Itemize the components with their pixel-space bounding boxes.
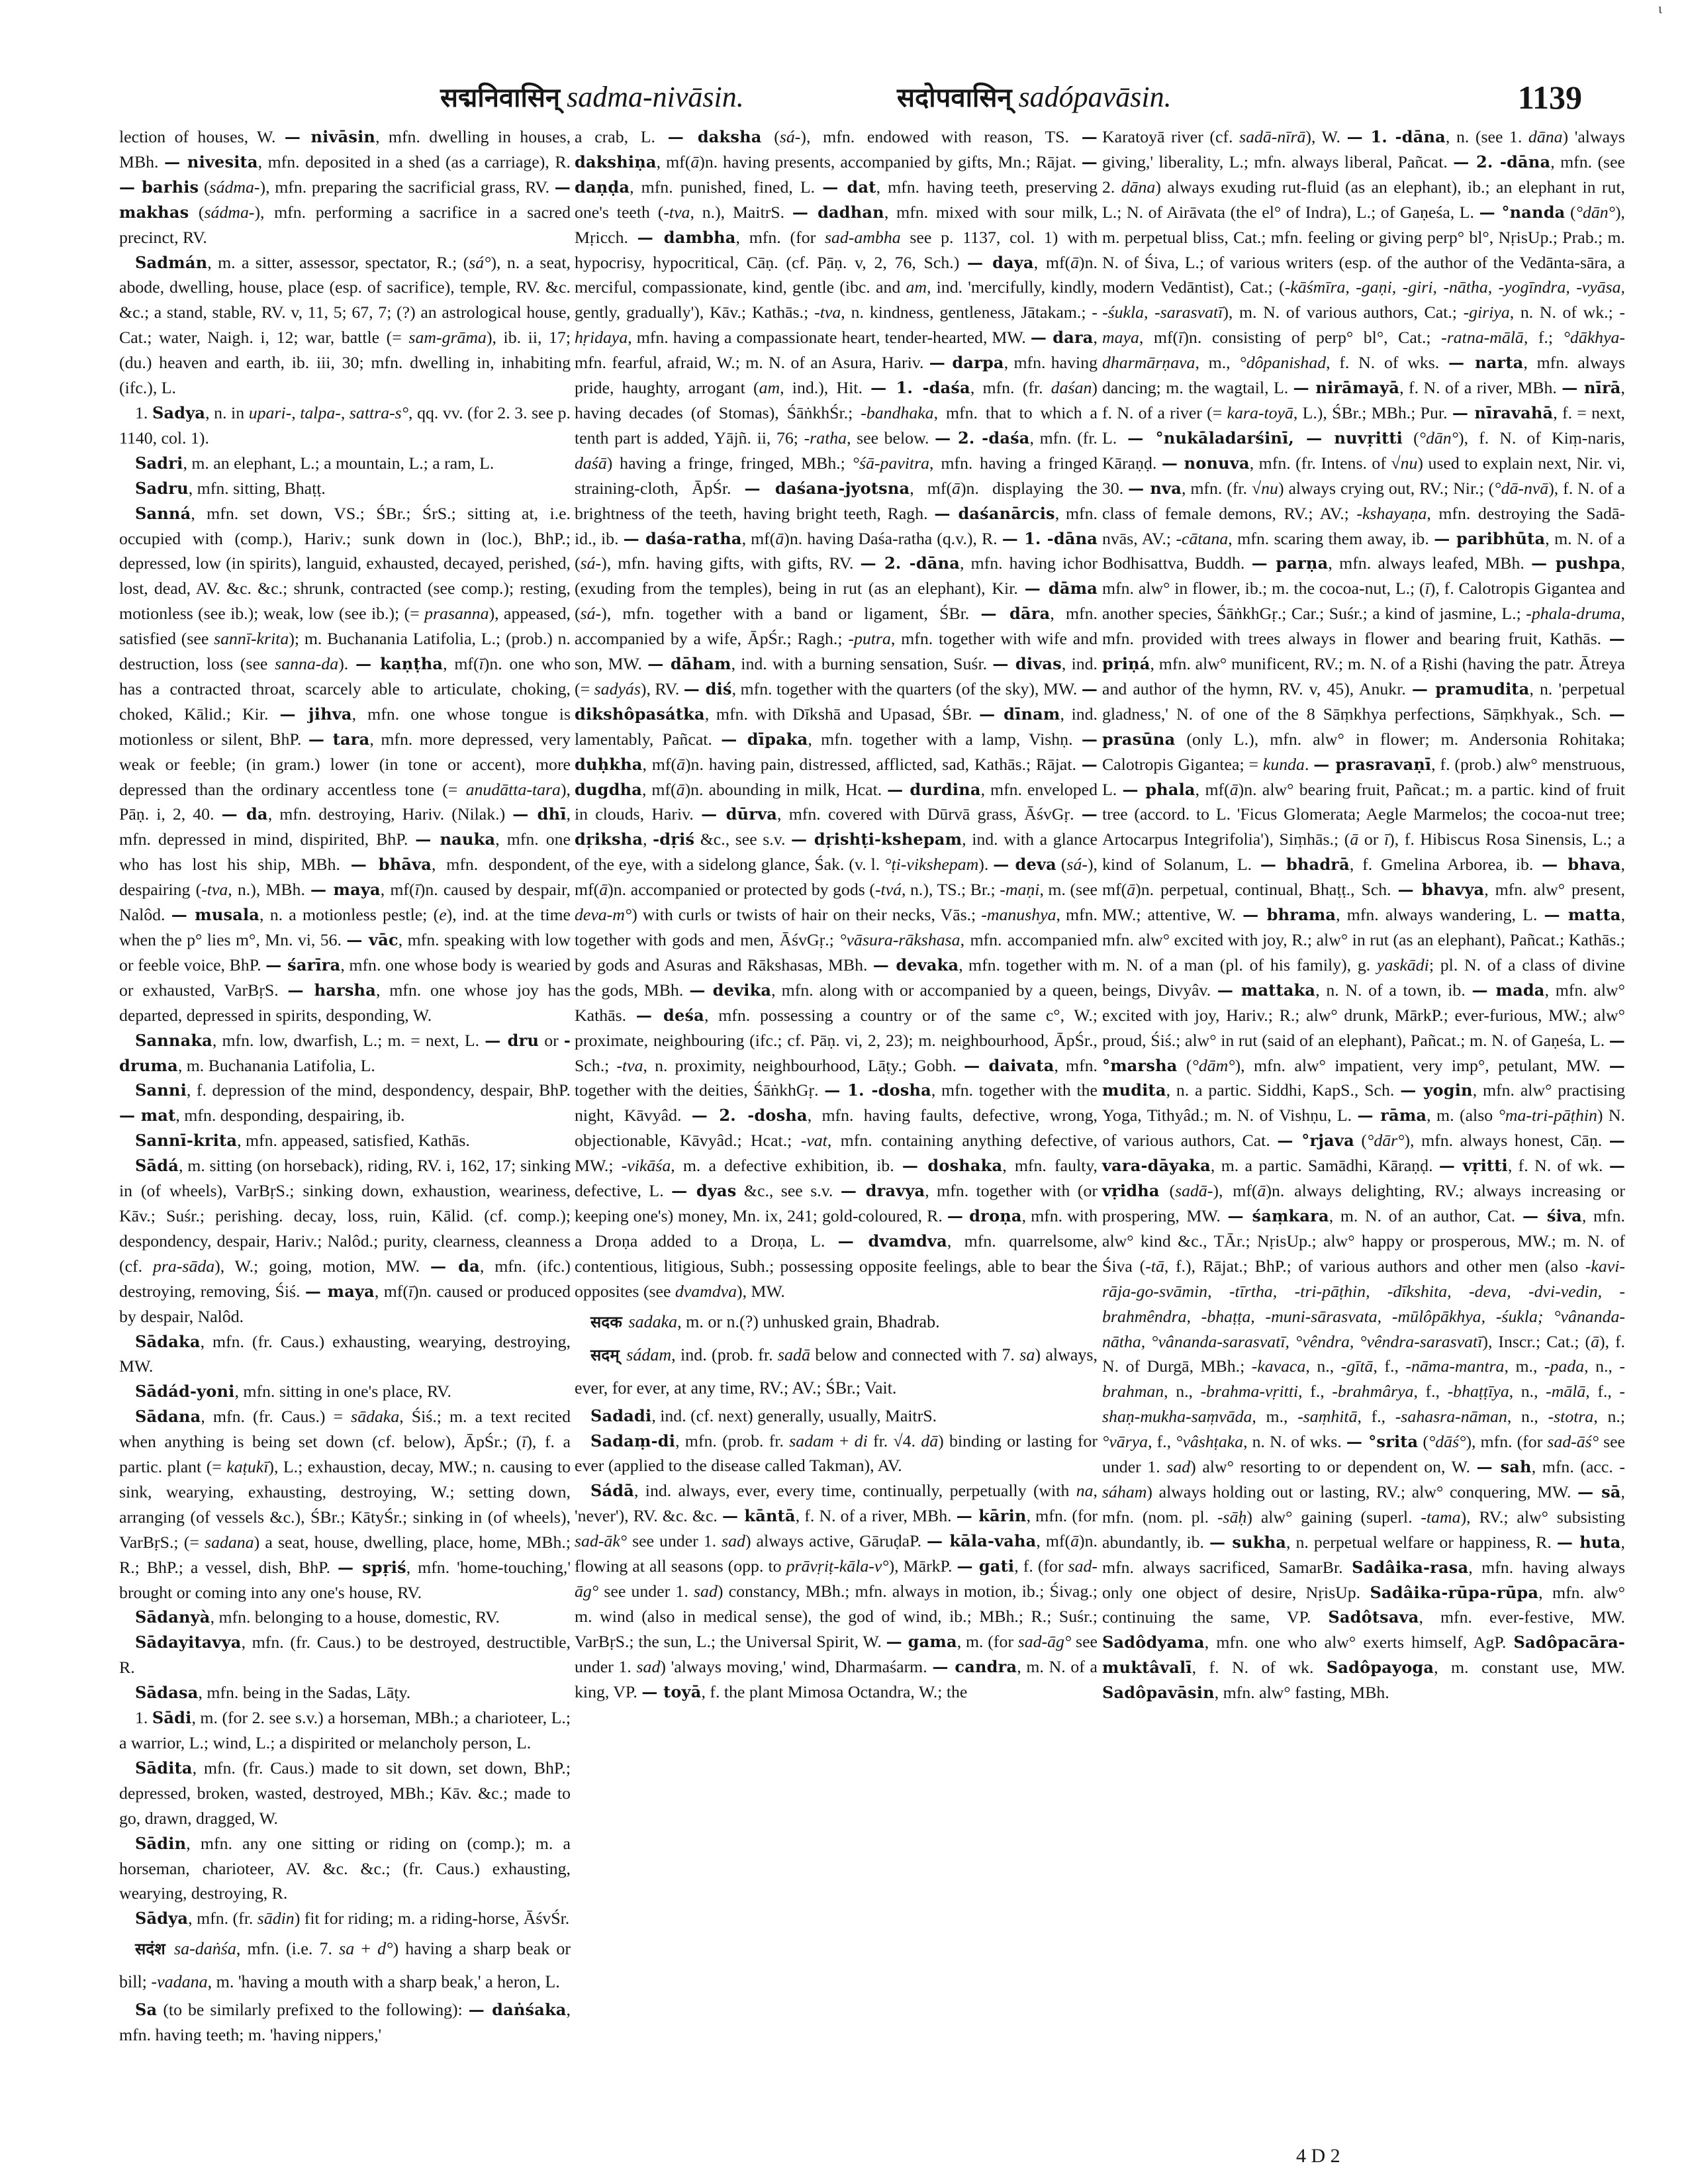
right-head-devanagari: सदोपवासिन् — [897, 83, 1012, 113]
left-head-transliteration: sadma-nivāsin. — [567, 81, 744, 113]
entry-text: Sādana, mfn. (fr. Caus.) = sādaka, Śiś.; m. a text recited when anything is being set down (cf. below), ĀpŚr.; (ī), f. a partic. plant (= kaṭukī), L.; exhaustion, decay, MW.; n. causing to sink, wearying, exhausting, destroying, W.; setting down, arranging (of vessels &c.), ŚBr.; KātyŚr.; sinking in (of wheels), VarBṛS.; (= sadana) a seat, house, dwelling, place, home, MBh.; R.; BhP.; a vessel, dish, BhP. — spṛiś, mfn. 'home-touching,' brought or coming into any one's house, RV. — [119, 1407, 571, 1602]
entry-text: Sādayitavya, mfn. (fr. Caus.) to be destroyed, destructible, R. — [119, 1633, 571, 1678]
entry-text: Sādaka, mfn. (fr. Caus.) exhausting, wearying, destroying, MW. — [119, 1331, 571, 1376]
entry-text: 1. Sadya, n. in upari-, talpa-, sattra-s°, qq. vv. (for 2. 3. see p. 1140, col. 1). — [119, 403, 571, 448]
right-head-transliteration: sadópavāsin. — [1018, 81, 1172, 113]
entry-text: Sādin, mfn. any one sitting or riding on (comp.); m. a horseman, charioteer, AV. &c. &c.; (fr. Caus.) exhausting, wearying, destroying, R. — [119, 1833, 571, 1903]
entry-text: Sādád-yoni, mfn. sitting in one's place, RV. — [135, 1382, 451, 1401]
entry-text: Sādasa, mfn. being in the Sadas, Lāṭy. — [135, 1683, 411, 1703]
entry-text: Sannī-krita, mfn. appeased, satisfied, Kathās. — [135, 1131, 470, 1151]
column-middle — [575, 124, 1098, 1704]
entry-text: Sadadi, ind. (cf. next) generally, usually, MaitrS. — [590, 1405, 937, 1425]
entry-text: सदम् sádam, ind. (prob. fr. sadā below and connected with 7. sa) always, ever, for ever, at any time, RV.; AV.; ŚBr.; Vait. — [575, 1345, 1098, 1398]
signature-mark: 4 D 2 — [1296, 2145, 1340, 2167]
right-running-head — [897, 78, 1172, 115]
entry-text: Sadru, mfn. sitting, Bhaṭṭ. — [135, 478, 326, 498]
column-right — [1102, 124, 1625, 1705]
entry-text: lection of houses, W. — nivāsin, mfn. dwelling in houses, MBh. — nivesita, mfn. deposited in a shed (as a carriage), R. — barhis (sádma-), mfn. preparing the sacrificial grass, RV. — makhas (sádma-), mfn. performing a sacrifice in a sacred precinct, RV. — [119, 127, 571, 247]
entry-text: Karatoyā river (cf. sadā-nīrā), W. — 1. -dāna, n. (see 1. dāna) 'always giving,' liberality, L.; mfn. always liberal, Pañcat. — 2. -dāna, mfn. (see 2. dāna) always exuding rut-fluid (as an elephant), ib.; an elephant in rut, L.; N. of Airāvata (the el° of Indra), L.; of Gaṇeśa, L. — °nanda (°dān°), m. perpetual bliss, Cat.; mfn. feeling or giving perp° bl°, NṛisUp.; Prab.; m. N. of Śiva, L.; of various writers (esp. of the author of the Vedānta-sāra, a modern Vedāntist), Cat.; (-kāśmīra, -gaṇi, -giri, -nātha, -yogīndra, -vyāsa, -śukla, -sarasvatī), m. N. of various authors, Cat.; -giriya, n. N. of wk.; -maya, mf(ī)n. consisting of perp° bl°, Cat.; -ratna-mālā, f.; °dākhya-dharmārṇava, m., °dôpanishad, f. N. of wks. — narta, mfn. always dancing; m. the wagtail, L. — nirāmayā, f. N. of a river, MBh. — nīrā, f. N. of a river (= kara-toyā, L.), ŚBr.; MBh.; Pur. — nīravahā, f. = next, L. — °nukāladarśinī, — nuvṛitti (°dān°), f. N. of Kiṃ-naris, Kāraṇḍ. — nonuva, mfn. (fr. Intens. of √nu) used to explain next, Nir. vi, 30. — nva, mfn. (fr. √nu) always crying out, RV.; Nir.; (°dā-nvā), f. N. of a class of female demons, RV.; AV.; -kshayaṇa, mfn. destroying the Sadā-nvās, AV.; -cātana, mfn. scaring them away, ib. — paribhūta, m. N. of a Bodhisattva, Buddh. — parṇa, mfn. always leafed, MBh. — pushpa, mfn. alw° in flower, ib.; m. the cocoa-nut, L.; (ī), f. Calotropis Gigantea and another species, ŚāṅkhGṛ.; Car.; Suśr.; a kind of jasmine, L.; -phala-druma, mfn. provided with trees always in flower and bearing fruit, Kathās. — priṇá, mfn. alw° munificent, RV.; m. N. of a Ṛishi (having the patr. Ātreya and author of the hymn, RV. v, 45), Anukr. — pramudita, n. 'perpetual gladness,' N. of one of the 8 Sāṃkhya perfections, Sāṃkhyak., Sch. — prasūna (only L.), mfn. alw° in flower; m. Andersonia Rohitaka; Calotropis Gigantea; = kunda. — prasravaṇī, f. (prob.) alw° menstruous, L. — phala, mf(ā)n. alw° bearing fruit, Pañcat.; m. a partic. kind of fruit tree (accord. to L. 'Ficus Glomerata; Aegle Marmelos; the cocoa-nut tree; Artocarpus Integrifolia'), Siṃhās.; (ā or ī), f. Hibiscus Rosa Sinensis, L.; a kind of Solanum, L. — bhadrā, f. Gmelina Arborea, ib. — bhava, mf(ā)n. perpetual, continual, Bhaṭṭ., Sch. — bhavya, mfn. alw° present, MW.; attentive, W. — bhrama, mfn. always wandering, L. — matta, mfn. alw° excited with joy, R.; alw° in rut (as an elephant), Pañcat.; Kathās.; m. N. of a man (pl. of his family), g. yaskādi; pl. N. of a class of divine beings, Divyâv. — mattaka, n. N. of a town, ib. — mada, mfn. alw° excited with joy, Hariv.; R.; alw° drunk, MārkP.; ever-furious, MW.; alw° proud, Śiś.; alw° in rut (said of an elephant), Pañcat.; m. N. of Gaṇeśa, L. — °marsha (°dām°), mfn. alw° impatient, very imp°, petulant, MW. — mudita, n. a partic. Siddhi, KapS., Sch. — yogin, mfn. alw° practising Yoga, Tithyâd.; m. N. of Vishṇu, L. — rāma, m. (also °ma-tri-pāṭhin) N. of various authors, Cat. — °rjava (°dār°), mfn. always honest, Cāṇ. — vara-dāyaka, m. a partic. Samādhi, Kāraṇḍ. — vṛitti, f. N. of wk. — vṛidha (sadā-), mf(ā)n. always delighting, RV.; always increasing or prospering, MW. — śaṃkara, m. N. of an author, Cat. — śiva, mfn. alw° kind &c., TĀr.; NṛisUp.; alw° happy or prosperous, MW.; m. N. of Śiva (-tā, f.), Rājat.; BhP.; of various authors and other men (also -kavi-rāja-go-svāmin, -tīrtha, -tri-pāṭhin, -dīkshita, -deva, -dvi-vedin, -brahmêndra, -bhaṭṭa, -muni-sārasvata, -mūlôpākhya, -śukla; °vânanda-nātha, °vânanda-sarasvatī, °vêndra, °vêndra-sarasvatī), Inscr.; Cat.; (ā), f. N. of Durgā, MBh.; -kavaca, n., -gītā, f., -nāma-mantra, m., -pada, n., -brahman, n., -brahma-vṛitti, f., -brahmârya, f., -bhaṭṭīya, n., -mālā, f., -shaṇ-mukha-saṃvāda, m., -saṃhitā, f., -sahasra-nāman, n., -stotra, n.; °vārya, f., °vâshṭaka, n. N. of wks. — °srita (°dāś°), mfn. (for sad-āś° see under 1. sad) alw° resorting to or dependent on, W. — sah, mfn. (acc. -sáham) always holding out or lasting, RV.; alw° conquering, MW. — sā, mfn. (nom. pl. -sāḥ) alw° gaining (superl. -tama), RV.; alw° subsisting abundantly, ib. — sukha, n. perpetual welfare or happiness, R. — huta, mfn. always sacrificed, SamarBr. Sadâika-rasa, mfn. having always only one object of desire, NṛisUp. Sadâika-rūpa-rūpa, mfn. alw° continuing the same, VP. Sadôtsava, mfn. ever-festive, MW. Sadôdyama, mfn. one who alw° exerts himself, AgP. Sadôpacāra-muktâvalī, f. N. of wk. Sadôpayoga, m. constant use, MW. Sadôpavāsin, mfn. alw° fasting, MBh. — [1102, 127, 1626, 1703]
entry-text: Sadaṃ-di, mfn. (prob. fr. sadam + di fr. √4. dā) binding or lasting for ever (applied to the disease called Takman), AV. — [575, 1431, 1098, 1476]
entry-text: Sādá, m. sitting (on horseback), riding, RV. i, 162, 17; sinking in (of wheels), VarBṛS.; sinking down, exhaustion, weariness, Kāv.; Suśr.; perishing. decay, loss, ruin, Kālid. (cf. comp.); despondency, despair, Hariv.; Nalôd.; purity, clearness, cleanness (cf. pra-sāda), W.; going, motion, MW. — da, mfn. (ifc.) destroying, removing, Śiś. — maya, mf(ī)n. caused or produced by despair, Nalôd. — [119, 1156, 571, 1326]
entry-text: Sa (to be similarly prefixed to the following): — daṅśaka, mfn. having teeth; m. 'having nippers,' — [119, 2000, 571, 2045]
column-left — [119, 124, 571, 2048]
page-number: 1139 — [1517, 79, 1582, 116]
left-running-head — [440, 78, 744, 115]
entry-text: Sadmán, m. a sitter, assessor, spectator, R.; (sá°), n. a seat, abode, dwelling, house, place (esp. of sacrifice), temple, RV. &c. &c.; a stand, stable, RV. v, 11, 5; 67, 7; (?) an astrological house, Cat.; water, Naigh. i, 12; war, battle (= sam-grāma), ib. ii, 17; (du.) heaven and earth, ib. iii, 30; mfn. dwelling in, inhabiting (ifc.), L. — [119, 252, 571, 398]
entry-text: Sádā, ind. always, ever, every time, continually, perpetually (with na, 'never'), RV. &c. &c. — kāntā, f. N. of a river, MBh. — kārin, mfn. (for sad-āk° see under 1. sad) always active, GāruḍaP. — kāla-vaha, mf(ā)n. flowing at all seasons (opp. to prāvṛiṭ-kāla-v°), MārkP. — gati, f. (for sad-āg° see under 1. sad) constancy, MBh.; mfn. always in motion, ib.; Śivag.; m. wind (also in medical sense), the god of wind, ib.; MBh.; R.; Suśr.; VarBṛS.; the sun, L.; the Universal Spirit, W. — gama, m. (for sad-āg° see under 1. sad) 'always moving,' wind, Dharmaśarm. — candra, m. N. of a king, VP. — toyā, f. the plant Mimosa Octandra, W.; the — [575, 1481, 1098, 1701]
left-head-devanagari: सद्मनिवासिन् — [440, 83, 561, 113]
entry-text: सदंश sa-daṅśa, mfn. (i.e. 7. sa + d°) having a sharp beak or bill; -vadana, m. 'having a mouth with a sharp beak,' a heron, L. — [119, 1939, 571, 1992]
entry-text: Sannaka, mfn. low, dwarfish, L.; m. = next, L. — dru or -druma, m. Buchanania Latifolia, L. — [119, 1030, 571, 1075]
entry-text: Sanni, f. depression of the mind, despondency, despair, BhP. — mat, mfn. desponding, despairing, ib. — [119, 1080, 571, 1125]
page-header — [99, 78, 1582, 124]
entry-text: सदक sadaka, m. or n.(?) unhusked grain, Bhadrab. — [590, 1311, 940, 1331]
edge-mark: ι — [1658, 0, 1662, 17]
entry-text: Sanná, mfn. set down, VS.; ŚBr.; ŚrS.; sitting at, i.e. occupied with (comp.), Hariv.; sunk down in (loc.), BhP.; depressed, low (in spirits), languid, exhausted, decayed, perished, lost, dead, AV. &c. &c.; shrunk, contracted (see comp.); resting, motionless (see ib.); weak, low (see ib.); (= prasanna), appeased, satisfied (see sannī-krita); m. Buchanania Latifolia, L.; (prob.) n. destruction, loss (see sanna-da). — kaṇṭha, mf(ī)n. one who has a contracted throat, scarcely able to articulate, choking, choked, Kālid.; Kir. — jihva, mfn. one whose tongue is motionless or silent, BhP. — tara, mfn. more depressed, very weak or feeble; (in gram.) lower (in tone or accent), more depressed than the ordinary accentless tone (= anudātta-tara), Pāṇ. i, 2, 40. — da, mfn. destroying, Hariv. (Nilak.) — dhī, mfn. depressed in mind, dispirited, BhP. — nauka, mfn. one who has lost his ship, MBh. — bhāva, mfn. despondent, despairing (-tva, n.), MBh. — maya, mf(ī)n. caused by despair, Nalôd. — musala, n. a motionless pestle; (e), ind. at the time when the p° lies m°, Mn. vi, 56. — vāc, mfn. speaking with low or feeble voice, BhP. — śarīra, mfn. one whose body is wearied or exhausted, VarBṛS. — harsha, mfn. one whose joy has departed, depressed in spirits, desponding, W. — [119, 503, 571, 1025]
entry-text: a crab, L. — daksha (sá-), mfn. endowed with reason, TS. — dakshiṇa, mf(ā)n. having presents, accompanied by gifts, Mn.; Rājat. — daṇḍa, mfn. punished, fined, L. — dat, mfn. having teeth, preserving one's teeth (-tva, n.), MaitrS. — dadhan, mfn. mixed with sour milk, Mṛicch. — dambha, mfn. (for sad-ambha see p. 1137, col. 1) with hypocrisy, hypocritical, Cāṇ. (cf. Pāṇ. v, 2, 76, Sch.) — daya, mf(ā)n. merciful, compassionate, kind, gentle (ibc. and am, ind. 'mercifully, kindly, gently, gradually'), Kāv.; Kathās.; -tva, n. kindness, gentleness, Jātakam.; -hṛidaya, mfn. having a compassionate heart, tender-hearted, MW. — dara, mfn. fearful, afraid, W.; m. N. of an Asura, Hariv. — darpa, mfn. having pride, haughty, arrogant (am, ind.), Hit. — 1. -daśa, mfn. (fr. daśan) having decades (of Stomas), ŚāṅkhŚr.; -bandhaka, mfn. that to which a tenth part is added, Yājñ. ii, 76; -ratha, see below. — 2. -daśa, mfn. (fr. daśā) having a fringe, fringed, MBh.; °śā-pavitra, mfn. having a fringed straining-cloth, ĀpŚr. — daśana-jyotsna, mf(ā)n. displaying the brightness of the teeth, having bright teeth, Ragh. — daśanārcis, mfn. id., ib. — daśa-ratha, mf(ā)n. having Daśa-ratha (q.v.), R. — 1. -dāna (sá-), mfn. having gifts, with gifts, RV. — 2. -dāna, mfn. having ichor (exuding from the temples), being in rut (as an elephant), Kir. — dāma (sá-), mfn. together with a band or ligament, ŚBr. — dāra, mfn. accompanied by a wife, ĀpŚr.; Ragh.; -putra, mfn. together with wife and son, MW. — dāham, ind. with a burning sensation, Suśr. — divas, ind. (= sadyás), RV. — diś, mfn. together with the quarters (of the sky), MW. — dikshôpasátka, mfn. with Dīkshā and Upasad, ŚBr. — dīnam, ind. lamentably, Pañcat. — dīpaka, mfn. together with a lamp, Vishṇ. — duḥkha, mf(ā)n. having pain, distressed, afflicted, sad, Kathās.; Rājat. — dugdha, mf(ā)n. abounding in milk, Hcat. — durdina, mfn. enveloped in clouds, Hariv. — dūrva, mfn. covered with Dūrvā grass, ĀśvGṛ. — dṛiksha, -dṛiś &c., see s.v. — dṛishṭi-kshepam, ind. with a glance of the eye, with a sidelong glance, Śak. (v. l. °ṭi-vikshepam). — deva (sá-), mf(ā)n. accompanied or protected by gods (-tvá, n.), TS.; Br.; -maṇi, m. (see deva-m°) with curls or twists of hair on their necks, Vās.; -manushya, mfn. together with gods and men, ĀśvGṛ.; °vāsura-rākshasa, mfn. accompanied by gods and Asuras and Rākshasas, MBh. — devaka, mfn. together with the gods, MBh. — devika, mfn. along with or accompanied by a queen, Kathās. — deśa, mfn. possessing a country or of the same c°, W.; proximate, neighbouring (ifc.; cf. Pāṇ. vi, 2, 23); m. neighbourhood, ĀpŚr., Sch.; -tva, n. proximity, neighbourhood, Lāṭy.; Gobh. — daivata, mfn. together with the deities, ŚāṅkhGṛ. — 1. -dosha, mfn. together with the night, Kāvyâd. — 2. -dosha, mfn. having faults, defective, wrong, objectionable, Kāvyâd.; Hcat.; -vat, mfn. containing anything defective, MW.; -vikāśa, m. a defective exhibition, ib. — doshaka, mfn. faulty, defective, L. — dyas &c., see s.v. — dravya, mfn. together with (or keeping one's) money, Mn. ix, 241; gold-coloured, R. — droṇa, mfn. with a Droṇa added to a Droṇa, L. — dvamdva, mfn. quarrelsome, contentious, litigious, Subh.; possessing opposite feelings, able to bear the opposites (see dvamdva), MW. — [575, 127, 1098, 1301]
entry-text: Sadri, m. an elephant, L.; a mountain, L.; a ram, L. — [135, 453, 494, 473]
entry-text: Sādanyà, mfn. belonging to a house, domestic, RV. — [135, 1607, 500, 1627]
entry-text: Sādita, mfn. (fr. Caus.) made to sit down, set down, BhP.; depressed, broken, wasted, destroyed, MBh.; Kāv. &c.; made to go, drawn, dragged, W. — [119, 1758, 571, 1828]
entry-text: Sādya, mfn. (fr. sādin) fit for riding; m. a riding-horse, ĀśvŚr. — [135, 1909, 570, 1928]
entry-text: 1. Sādi, m. (for 2. see s.v.) a horseman, MBh.; a charioteer, L.; a warrior, L.; wind, L.; a dispirited or melancholy person, L. — [119, 1708, 571, 1752]
